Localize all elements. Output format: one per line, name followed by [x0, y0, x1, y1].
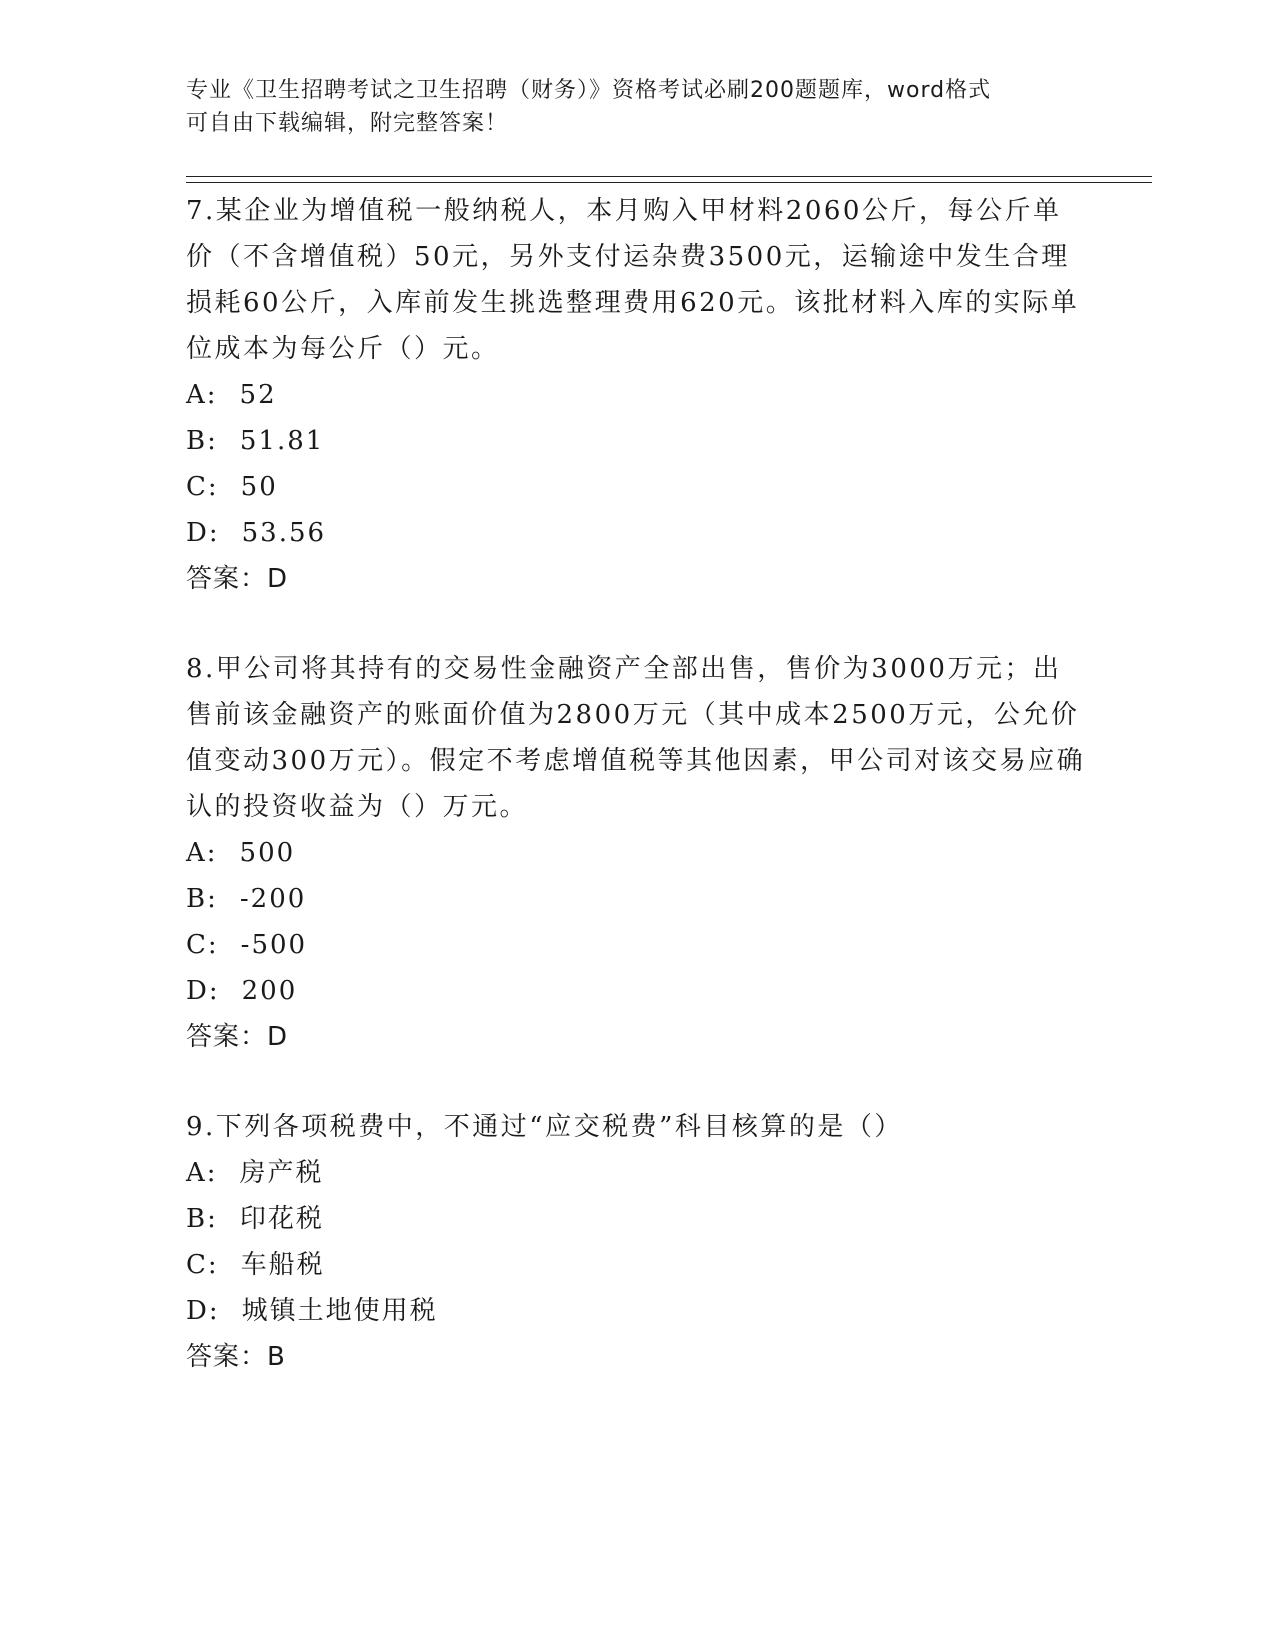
- option-letter: B:: [186, 426, 218, 456]
- option-d: [186, 968, 1086, 1014]
- option-c: [186, 922, 1086, 968]
- option-a: [186, 372, 1086, 418]
- question-9: [186, 1104, 1086, 1380]
- option-letter: C:: [186, 472, 219, 502]
- option-text: 城镇土地使用税: [241, 1296, 438, 1326]
- question-stem: 9.下列各项税费中，不通过“应交税费”科目核算的是（）: [186, 1112, 903, 1142]
- header-line-2: 可自由下载编辑，附完整答案！: [186, 111, 509, 136]
- header-line-1: 专业《卫生招聘考试之卫生招聘（财务）》资格考试必刷200题题库，word格式: [186, 78, 992, 103]
- option-c: [186, 464, 1086, 510]
- option-letter: B:: [186, 884, 218, 914]
- option-d: [186, 510, 1086, 556]
- answer-line: 答案：D: [186, 1022, 289, 1052]
- answer-line: 答案：B: [186, 1342, 286, 1372]
- option-letter: B:: [186, 1204, 218, 1234]
- option-b: [186, 876, 1086, 922]
- option-letter: D:: [186, 1296, 220, 1326]
- option-text: 200: [241, 976, 298, 1006]
- option-a: [186, 830, 1086, 876]
- option-b: [186, 418, 1086, 464]
- option-a: [186, 1150, 1086, 1196]
- answer-line: 答案：D: [186, 564, 289, 594]
- option-text: 印花税: [239, 1204, 324, 1234]
- question-8: [186, 646, 1086, 1060]
- option-letter: D:: [186, 976, 220, 1006]
- option-letter: C:: [186, 930, 219, 960]
- option-letter: D:: [186, 518, 220, 548]
- option-letter: A:: [186, 838, 218, 868]
- question-stem: 8.甲公司将其持有的交易性金融资产全部出售，售价为3000万元；出售前该金融资产的账面价值为2800万元（其中成本2500万元，公允价值变动300万元）。假定不考虑增值税等其他因素，甲公司对该交易应确认的投资收益为（）万元。: [186, 654, 1086, 822]
- option-text: 车船税: [240, 1250, 325, 1280]
- option-text: -500: [240, 930, 308, 960]
- option-text: 500: [239, 838, 296, 868]
- option-text: 53.56: [241, 518, 327, 548]
- document-header: [186, 74, 1086, 140]
- option-text: 51.81: [239, 426, 325, 456]
- option-text: 房产税: [239, 1158, 324, 1188]
- option-text: 50: [240, 472, 278, 502]
- question-stem: 7.某企业为增值税一般纳税人，本月购入甲材料2060公斤，每公斤单价（不含增值税）50元，另外支付运杂费3500元，运输途中发生合理损耗60公斤，入库前发生挑选整理费用620元。该批材料入库的实际单位成本为每公斤（）元。: [186, 196, 1080, 364]
- header-divider-bottom: [186, 182, 1152, 183]
- option-letter: C:: [186, 1250, 219, 1280]
- option-d: [186, 1288, 1086, 1334]
- option-letter: A:: [186, 380, 218, 410]
- option-text: -200: [239, 884, 307, 914]
- option-text: 52: [239, 380, 277, 410]
- option-letter: A:: [186, 1158, 218, 1188]
- header-divider-top: [186, 176, 1152, 177]
- question-7: [186, 188, 1086, 602]
- option-b: [186, 1196, 1086, 1242]
- option-c: [186, 1242, 1086, 1288]
